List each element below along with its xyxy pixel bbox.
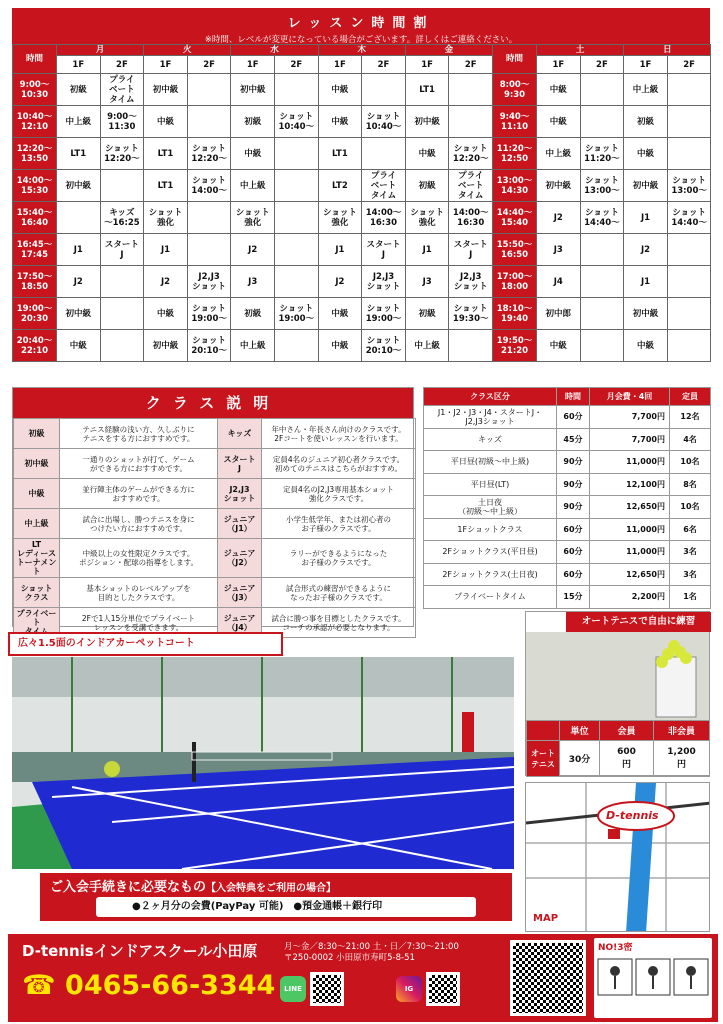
fee-class: プライベートタイム bbox=[424, 586, 557, 609]
lesson-cell: J1 bbox=[144, 234, 188, 266]
lesson-cell: 中級 bbox=[318, 74, 362, 106]
floor-header: 2F bbox=[100, 56, 144, 74]
weekend-lesson-cell: ショット 13:00～ bbox=[580, 170, 624, 202]
fee-capacity: 8名 bbox=[670, 473, 711, 496]
fee-price: 7,700円 bbox=[590, 406, 670, 429]
lesson-cell: ショット 10:40～ bbox=[275, 106, 319, 138]
weekend-lesson-cell: J4 bbox=[537, 266, 581, 298]
fee-class: キッズ bbox=[424, 428, 557, 451]
fee-price: 7,700円 bbox=[590, 428, 670, 451]
time-slot: 12:20～ 13:50 bbox=[13, 138, 57, 170]
lesson-cell: 初級 bbox=[405, 298, 449, 330]
class-desc: 小学生低学年、または初心者の お子様のクラスです。 bbox=[262, 509, 416, 539]
fee-price: 11,000円 bbox=[590, 541, 670, 564]
weekend-lesson-cell: J2 bbox=[624, 234, 668, 266]
weekend-lesson-cell: 中級 bbox=[624, 330, 668, 362]
phone-icon: ☎ bbox=[22, 970, 56, 1001]
lesson-cell bbox=[275, 266, 319, 298]
no-3-mitsu-notice bbox=[594, 938, 712, 1018]
class-name: ジュニア （J4） bbox=[218, 608, 262, 638]
fee-price: 11,000円 bbox=[590, 451, 670, 474]
lesson-cell bbox=[449, 106, 493, 138]
lesson-cell: 中上級 bbox=[405, 330, 449, 362]
class-desc: 年中さん・年長さん向けのクラスです。 2Fコートを使いレッスンを行います。 bbox=[262, 419, 416, 449]
enroll-box bbox=[40, 873, 512, 921]
fee-class: 2Fショットクラス(土日夜) bbox=[424, 563, 557, 586]
lesson-cell: ショット 12:20～ bbox=[187, 138, 231, 170]
lesson-cell: 14:00～ 16:30 bbox=[362, 202, 406, 234]
lesson-cell: J2,J3 ショット bbox=[449, 266, 493, 298]
weekend-lesson-cell: ショット 13:00～ bbox=[667, 170, 711, 202]
class-name: 中上級 bbox=[14, 509, 60, 539]
class-table bbox=[13, 418, 416, 638]
lesson-cell: J1 bbox=[318, 234, 362, 266]
map-logo: D-tennis bbox=[606, 809, 659, 822]
lesson-cell bbox=[187, 74, 231, 106]
lesson-cell: ショット 12:20～ bbox=[100, 138, 144, 170]
weekend-lesson-cell: 中級 bbox=[624, 138, 668, 170]
class-name: LT レディース トーナメント bbox=[14, 539, 60, 578]
fee-capacity: 6名 bbox=[670, 518, 711, 541]
weekend-lesson-cell bbox=[580, 106, 624, 138]
fee-class: 平日昼(LT) bbox=[424, 473, 557, 496]
lesson-cell: 初中級 bbox=[57, 298, 101, 330]
map-illustration bbox=[526, 783, 710, 932]
weekend-lesson-cell bbox=[667, 330, 711, 362]
auto-tennis-photo bbox=[526, 632, 709, 720]
ball-machine-illustration bbox=[526, 632, 709, 720]
lesson-cell bbox=[187, 106, 231, 138]
lesson-cell: 初中級 bbox=[144, 74, 188, 106]
fee-capacity: 10名 bbox=[670, 496, 711, 519]
class-name: ショット クラス bbox=[14, 578, 60, 608]
time-header: 時間 bbox=[493, 45, 537, 74]
day-header: 金 bbox=[405, 45, 492, 56]
class-desc: 2Fで1人15分単位でプライベート レッスンを受講できます。 bbox=[60, 608, 218, 638]
weekend-lesson-cell: 初中級 bbox=[624, 170, 668, 202]
weekend-lesson-cell bbox=[580, 266, 624, 298]
lesson-cell: ショット 10:40～ bbox=[362, 106, 406, 138]
lesson-cell: ショット 19:00～ bbox=[275, 298, 319, 330]
time-slot: 17:50～ 18:50 bbox=[13, 266, 57, 298]
floor-header: 1F bbox=[144, 56, 188, 74]
weekend-lesson-cell: J3 bbox=[537, 234, 581, 266]
enroll-items: ●２ヶ月分の会費(PayPay 可能) ●預金通帳＋銀行印 bbox=[96, 897, 476, 917]
line-qr-code[interactable] bbox=[310, 972, 344, 1006]
lesson-cell bbox=[275, 202, 319, 234]
lesson-cell: 初中級 bbox=[144, 330, 188, 362]
lesson-cell: J3 bbox=[405, 266, 449, 298]
enroll-title-wrap bbox=[40, 873, 512, 895]
fee-table bbox=[423, 387, 711, 609]
time-slot: 16:45～ 17:45 bbox=[13, 234, 57, 266]
lesson-cell: ショット 19:00～ bbox=[362, 298, 406, 330]
weekend-lesson-cell: 中上級 bbox=[537, 138, 581, 170]
lesson-cell: スタート J bbox=[449, 234, 493, 266]
auto-header: 非会員 bbox=[654, 721, 710, 741]
lesson-cell: キッズ ～16:25 bbox=[100, 202, 144, 234]
lesson-cell: プライ ベート タイム bbox=[362, 170, 406, 202]
lesson-cell bbox=[100, 298, 144, 330]
fee-header: 定員 bbox=[670, 388, 711, 406]
class-name: キッズ bbox=[218, 419, 262, 449]
lesson-cell: スタート J bbox=[362, 234, 406, 266]
main-qr-code[interactable] bbox=[510, 940, 586, 1016]
lesson-cell: LT1 bbox=[318, 138, 362, 170]
fee-duration: 15分 bbox=[557, 586, 590, 609]
lesson-cell: スタート J bbox=[100, 234, 144, 266]
weekend-lesson-cell: 初中級 bbox=[537, 170, 581, 202]
weekend-lesson-cell: J1 bbox=[624, 202, 668, 234]
time-slot: 20:40～ 22:10 bbox=[13, 330, 57, 362]
lesson-cell: 初級 bbox=[57, 74, 101, 106]
court-photo bbox=[12, 657, 514, 869]
day-header: 木 bbox=[318, 45, 405, 56]
lesson-cell bbox=[187, 202, 231, 234]
day-header: 日 bbox=[624, 45, 711, 56]
time-slot: 15:40～ 16:40 bbox=[13, 202, 57, 234]
lesson-cell: ショット 12:20～ bbox=[449, 138, 493, 170]
school-name: D-tennisインドアスクール小田原 bbox=[22, 942, 258, 960]
weekend-lesson-cell bbox=[580, 330, 624, 362]
class-desc: 中級以上の女性限定クラスです。 ポジション・配球の指導をします。 bbox=[60, 539, 218, 578]
class-desc: 基本ショットのレベルアップを 目的としたクラスです。 bbox=[60, 578, 218, 608]
auto-nonmember-price: 1,200 円 bbox=[654, 741, 710, 777]
weekend-lesson-cell: ショット 14:40～ bbox=[580, 202, 624, 234]
footer bbox=[8, 934, 718, 1022]
auto-tennis-title: オートテニスで自由に練習 bbox=[566, 612, 711, 632]
fee-class: 土日夜 （初級～中上級） bbox=[424, 496, 557, 519]
schedule-header bbox=[12, 8, 710, 44]
class-name: ジュニア （J2） bbox=[218, 539, 262, 578]
weekend-time-slot: 11:20～ 12:50 bbox=[493, 138, 537, 170]
weekend-time-slot: 9:40～ 11:10 bbox=[493, 106, 537, 138]
lesson-cell: J1 bbox=[57, 234, 101, 266]
class-desc: 試合に勝つ事を目標としたクラスです。 コーチの承認が必要となります。 bbox=[262, 608, 416, 638]
lesson-cell: LT1 bbox=[144, 138, 188, 170]
lesson-cell: 中級 bbox=[405, 138, 449, 170]
lesson-cell: ショット 強化 bbox=[231, 202, 275, 234]
class-name: ジュニア （J1） bbox=[218, 509, 262, 539]
fee-class: 1Fショットクラス bbox=[424, 518, 557, 541]
weekend-lesson-cell: 中級 bbox=[537, 330, 581, 362]
lesson-cell: ショット 強化 bbox=[144, 202, 188, 234]
schedule-title: レッスン時間割 bbox=[287, 16, 435, 31]
court-illustration bbox=[12, 657, 514, 869]
court-label: 広々1.5面のインドアカーペットコート bbox=[8, 632, 283, 656]
weekend-lesson-cell: J1 bbox=[624, 266, 668, 298]
lesson-cell: ショット 19:00～ bbox=[187, 298, 231, 330]
auto-header: 単位 bbox=[560, 721, 600, 741]
class-name: スタート J bbox=[218, 449, 262, 479]
time-header: 時間 bbox=[13, 45, 57, 74]
fee-header: クラス区分 bbox=[424, 388, 557, 406]
lesson-cell bbox=[275, 330, 319, 362]
floor-header: 1F bbox=[318, 56, 362, 74]
weekend-lesson-cell bbox=[667, 106, 711, 138]
weekend-lesson-cell: 中上級 bbox=[624, 74, 668, 106]
lesson-cell: 中級 bbox=[318, 298, 362, 330]
class-name: 中級 bbox=[14, 479, 60, 509]
floor-header: 2F bbox=[187, 56, 231, 74]
class-desc: 試合形式の練習ができるように なったお子様のクラスです。 bbox=[262, 578, 416, 608]
floor-header: 1F bbox=[624, 56, 668, 74]
class-desc: 試合に出場し、勝つテニスを身に つけたい方におすすめです。 bbox=[60, 509, 218, 539]
weekend-lesson-cell bbox=[580, 74, 624, 106]
time-slot: 9:00～ 10:30 bbox=[13, 74, 57, 106]
lesson-cell: J2,J3 ショット bbox=[362, 266, 406, 298]
auto-label: オート テニス bbox=[527, 741, 560, 777]
instagram-qr-code[interactable] bbox=[426, 972, 460, 1006]
day-header: 火 bbox=[144, 45, 231, 56]
fee-class: 平日昼(初級～中上級) bbox=[424, 451, 557, 474]
fee-duration: 60分 bbox=[557, 518, 590, 541]
fee-duration: 60分 bbox=[557, 563, 590, 586]
class-desc: 並行陣主体のゲームができる方に おすすめです。 bbox=[60, 479, 218, 509]
lesson-cell: LT1 bbox=[405, 74, 449, 106]
weekend-lesson-cell bbox=[580, 234, 624, 266]
lesson-cell bbox=[187, 234, 231, 266]
lesson-cell bbox=[275, 170, 319, 202]
fee-capacity: 4名 bbox=[670, 428, 711, 451]
lesson-cell bbox=[100, 266, 144, 298]
class-name: プライベート bbox=[14, 608, 60, 638]
fee-header: 月会費・4回 bbox=[590, 388, 670, 406]
lesson-cell: 中級 bbox=[318, 106, 362, 138]
floor-header: 1F bbox=[537, 56, 581, 74]
weekend-lesson-cell bbox=[667, 234, 711, 266]
weekend-lesson-cell bbox=[667, 266, 711, 298]
fee-duration: 45分 bbox=[557, 428, 590, 451]
map-label: MAP bbox=[530, 913, 561, 924]
lesson-cell: ショット 14:00～ bbox=[187, 170, 231, 202]
weekend-lesson-cell: ショット 11:20～ bbox=[580, 138, 624, 170]
lesson-cell bbox=[275, 74, 319, 106]
lesson-cell: J2,J3 ショット bbox=[187, 266, 231, 298]
floor-header: 1F bbox=[57, 56, 101, 74]
lesson-cell: 初級 bbox=[231, 106, 275, 138]
weekend-time-slot: 19:50～ 21:20 bbox=[493, 330, 537, 362]
class-title: クラス説明 bbox=[13, 388, 413, 418]
weekend-time-slot: 18:10～ 19:40 bbox=[493, 298, 537, 330]
instagram-icon[interactable]: IG bbox=[396, 976, 422, 1002]
class-name: ジュニア （J3） bbox=[218, 578, 262, 608]
auto-tennis-box bbox=[525, 611, 710, 776]
day-header: 水 bbox=[231, 45, 318, 56]
time-slot: 19:00～ 20:30 bbox=[13, 298, 57, 330]
class-desc: 一通りのショットが打て、ゲーム ができる方におすすめです。 bbox=[60, 449, 218, 479]
lesson-cell: 中上級 bbox=[57, 106, 101, 138]
lesson-cell: J2 bbox=[318, 266, 362, 298]
floor-header: 2F bbox=[275, 56, 319, 74]
lesson-cell: LT1 bbox=[144, 170, 188, 202]
fee-header: 時間 bbox=[557, 388, 590, 406]
fee-capacity: 12名 bbox=[670, 406, 711, 429]
weekend-lesson-cell: J2 bbox=[537, 202, 581, 234]
lesson-cell: プライ ベート タイム bbox=[100, 74, 144, 106]
schedule-note: ※時間、レベルが変更になっている場合がございます。詳しくはご連絡ください。 bbox=[204, 35, 518, 45]
class-name: 初中級 bbox=[14, 449, 60, 479]
day-header: 土 bbox=[537, 45, 624, 56]
weekend-lesson-cell: 初中郎 bbox=[537, 298, 581, 330]
lesson-cell bbox=[449, 330, 493, 362]
fee-duration: 90分 bbox=[557, 496, 590, 519]
lesson-cell: ショット 20:10～ bbox=[187, 330, 231, 362]
auto-header bbox=[527, 721, 560, 741]
fee-duration: 60分 bbox=[557, 541, 590, 564]
weekend-lesson-cell bbox=[667, 138, 711, 170]
schedule-table bbox=[12, 44, 711, 362]
weekend-time-slot: 15:50～ 16:50 bbox=[493, 234, 537, 266]
enroll-title: ご入会手続きに必要なもの bbox=[50, 880, 207, 895]
weekend-time-slot: 17:00～ 18:00 bbox=[493, 266, 537, 298]
line-icon[interactable]: LINE bbox=[280, 976, 306, 1002]
fee-capacity: 1名 bbox=[670, 586, 711, 609]
lesson-cell: 初級 bbox=[231, 298, 275, 330]
weekend-lesson-cell bbox=[667, 74, 711, 106]
lesson-cell: J2 bbox=[57, 266, 101, 298]
class-description bbox=[12, 387, 414, 632]
enroll-subtitle: 【入会特典をご利用の場合】 bbox=[206, 883, 337, 894]
lesson-cell: 9:00～ 11:30 bbox=[100, 106, 144, 138]
fee-price: 12,650円 bbox=[590, 496, 670, 519]
phone-text: 0465-66-3344 bbox=[65, 970, 276, 1001]
weekend-lesson-cell bbox=[667, 298, 711, 330]
lesson-cell bbox=[449, 74, 493, 106]
fee-duration: 60分 bbox=[557, 406, 590, 429]
lesson-cell bbox=[57, 202, 101, 234]
lesson-cell bbox=[275, 234, 319, 266]
fee-class: J1・J2・J3・J4・スタートJ・ J2,J3ショット bbox=[424, 406, 557, 429]
weekend-time-slot: 14:40～ 15:40 bbox=[493, 202, 537, 234]
fee-duration: 90分 bbox=[557, 451, 590, 474]
fee-capacity: 10名 bbox=[670, 451, 711, 474]
map[interactable] bbox=[525, 782, 710, 932]
weekend-lesson-cell: 初中級 bbox=[624, 298, 668, 330]
phone-number[interactable] bbox=[22, 970, 275, 1001]
lesson-cell: 中級 bbox=[144, 106, 188, 138]
weekend-time-slot: 8:00～ 9:30 bbox=[493, 74, 537, 106]
floor-header: 2F bbox=[667, 56, 711, 74]
lesson-cell: J1 bbox=[405, 234, 449, 266]
lesson-cell: J3 bbox=[231, 266, 275, 298]
fee-capacity: 3名 bbox=[670, 541, 711, 564]
auto-unit: 30分 bbox=[560, 741, 600, 777]
lesson-cell: プライ ベート タイム bbox=[449, 170, 493, 202]
lesson-cell: 中上級 bbox=[231, 330, 275, 362]
auto-tennis-table bbox=[526, 720, 710, 777]
lesson-cell: 中上級 bbox=[231, 170, 275, 202]
lesson-cell: 初中級 bbox=[231, 74, 275, 106]
class-desc: 定員4名のジュニア初心者クラスです。 初めてのテニスはこちらがおすすめ。 bbox=[262, 449, 416, 479]
lesson-cell: ショット 20:10～ bbox=[362, 330, 406, 362]
lesson-cell: ショット 強化 bbox=[405, 202, 449, 234]
lesson-cell: J2 bbox=[144, 266, 188, 298]
hours-wrap bbox=[284, 942, 459, 964]
lesson-cell: 14:00～ 16:30 bbox=[449, 202, 493, 234]
fee-price: 11,000円 bbox=[590, 518, 670, 541]
lesson-cell: 初級 bbox=[405, 170, 449, 202]
auto-member-price: 600 円 bbox=[600, 741, 654, 777]
weekend-time-slot: 13:00～ 14:30 bbox=[493, 170, 537, 202]
fee-capacity: 3名 bbox=[670, 563, 711, 586]
weekend-lesson-cell: 中級 bbox=[537, 106, 581, 138]
time-slot: 14:00～ 15:30 bbox=[13, 170, 57, 202]
address: 〒250-0002 小田原市寿町5-8-51 bbox=[284, 953, 415, 963]
class-desc: 定員4名のJ2,J3専用基本ショット 強化クラスです。 bbox=[262, 479, 416, 509]
opening-hours: 月～金／8:30～21:00 土・日／7:30～21:00 bbox=[284, 942, 459, 952]
floor-header: 1F bbox=[231, 56, 275, 74]
lesson-cell: J2 bbox=[231, 234, 275, 266]
lesson-cell: 初中級 bbox=[405, 106, 449, 138]
fee-class: 2Fショットクラス(平日昼) bbox=[424, 541, 557, 564]
lesson-cell: 中級 bbox=[57, 330, 101, 362]
weekend-lesson-cell: 中級 bbox=[537, 74, 581, 106]
no3-title: NO!3密 bbox=[598, 943, 633, 953]
fee-duration: 90分 bbox=[557, 473, 590, 496]
floor-header: 2F bbox=[362, 56, 406, 74]
lesson-cell: LT2 bbox=[318, 170, 362, 202]
class-name: 初級 bbox=[14, 419, 60, 449]
floor-header: 1F bbox=[405, 56, 449, 74]
fee-price: 12,650円 bbox=[590, 563, 670, 586]
fee-price: 2,200円 bbox=[590, 586, 670, 609]
class-name: J2,J3 ショット bbox=[218, 479, 262, 509]
lesson-cell bbox=[275, 138, 319, 170]
floor-header: 2F bbox=[449, 56, 493, 74]
lesson-cell bbox=[100, 330, 144, 362]
floor-header: 2F bbox=[580, 56, 624, 74]
lesson-cell bbox=[100, 170, 144, 202]
weekend-lesson-cell: ショット 14:40～ bbox=[667, 202, 711, 234]
lesson-cell: ショット 19:30～ bbox=[449, 298, 493, 330]
lesson-cell bbox=[362, 74, 406, 106]
lesson-cell: 中級 bbox=[144, 298, 188, 330]
weekend-lesson-cell: 初級 bbox=[624, 106, 668, 138]
lesson-cell: 初中級 bbox=[57, 170, 101, 202]
time-slot: 10:40～ 12:10 bbox=[13, 106, 57, 138]
lesson-cell: LT1 bbox=[57, 138, 101, 170]
lesson-cell: ショット 強化 bbox=[318, 202, 362, 234]
fee-price: 12,100円 bbox=[590, 473, 670, 496]
weekend-lesson-cell bbox=[580, 298, 624, 330]
lesson-cell: 中級 bbox=[318, 330, 362, 362]
lesson-cell bbox=[362, 138, 406, 170]
day-header: 月 bbox=[57, 45, 144, 56]
lesson-cell: 中級 bbox=[231, 138, 275, 170]
class-desc: ラリーができるようになった お子様のクラスです。 bbox=[262, 539, 416, 578]
class-desc: テニス経験の浅い方、久しぶりに テニスをする方におすすめです。 bbox=[60, 419, 218, 449]
no3-pictograms bbox=[594, 955, 712, 1015]
auto-header: 会員 bbox=[600, 721, 654, 741]
